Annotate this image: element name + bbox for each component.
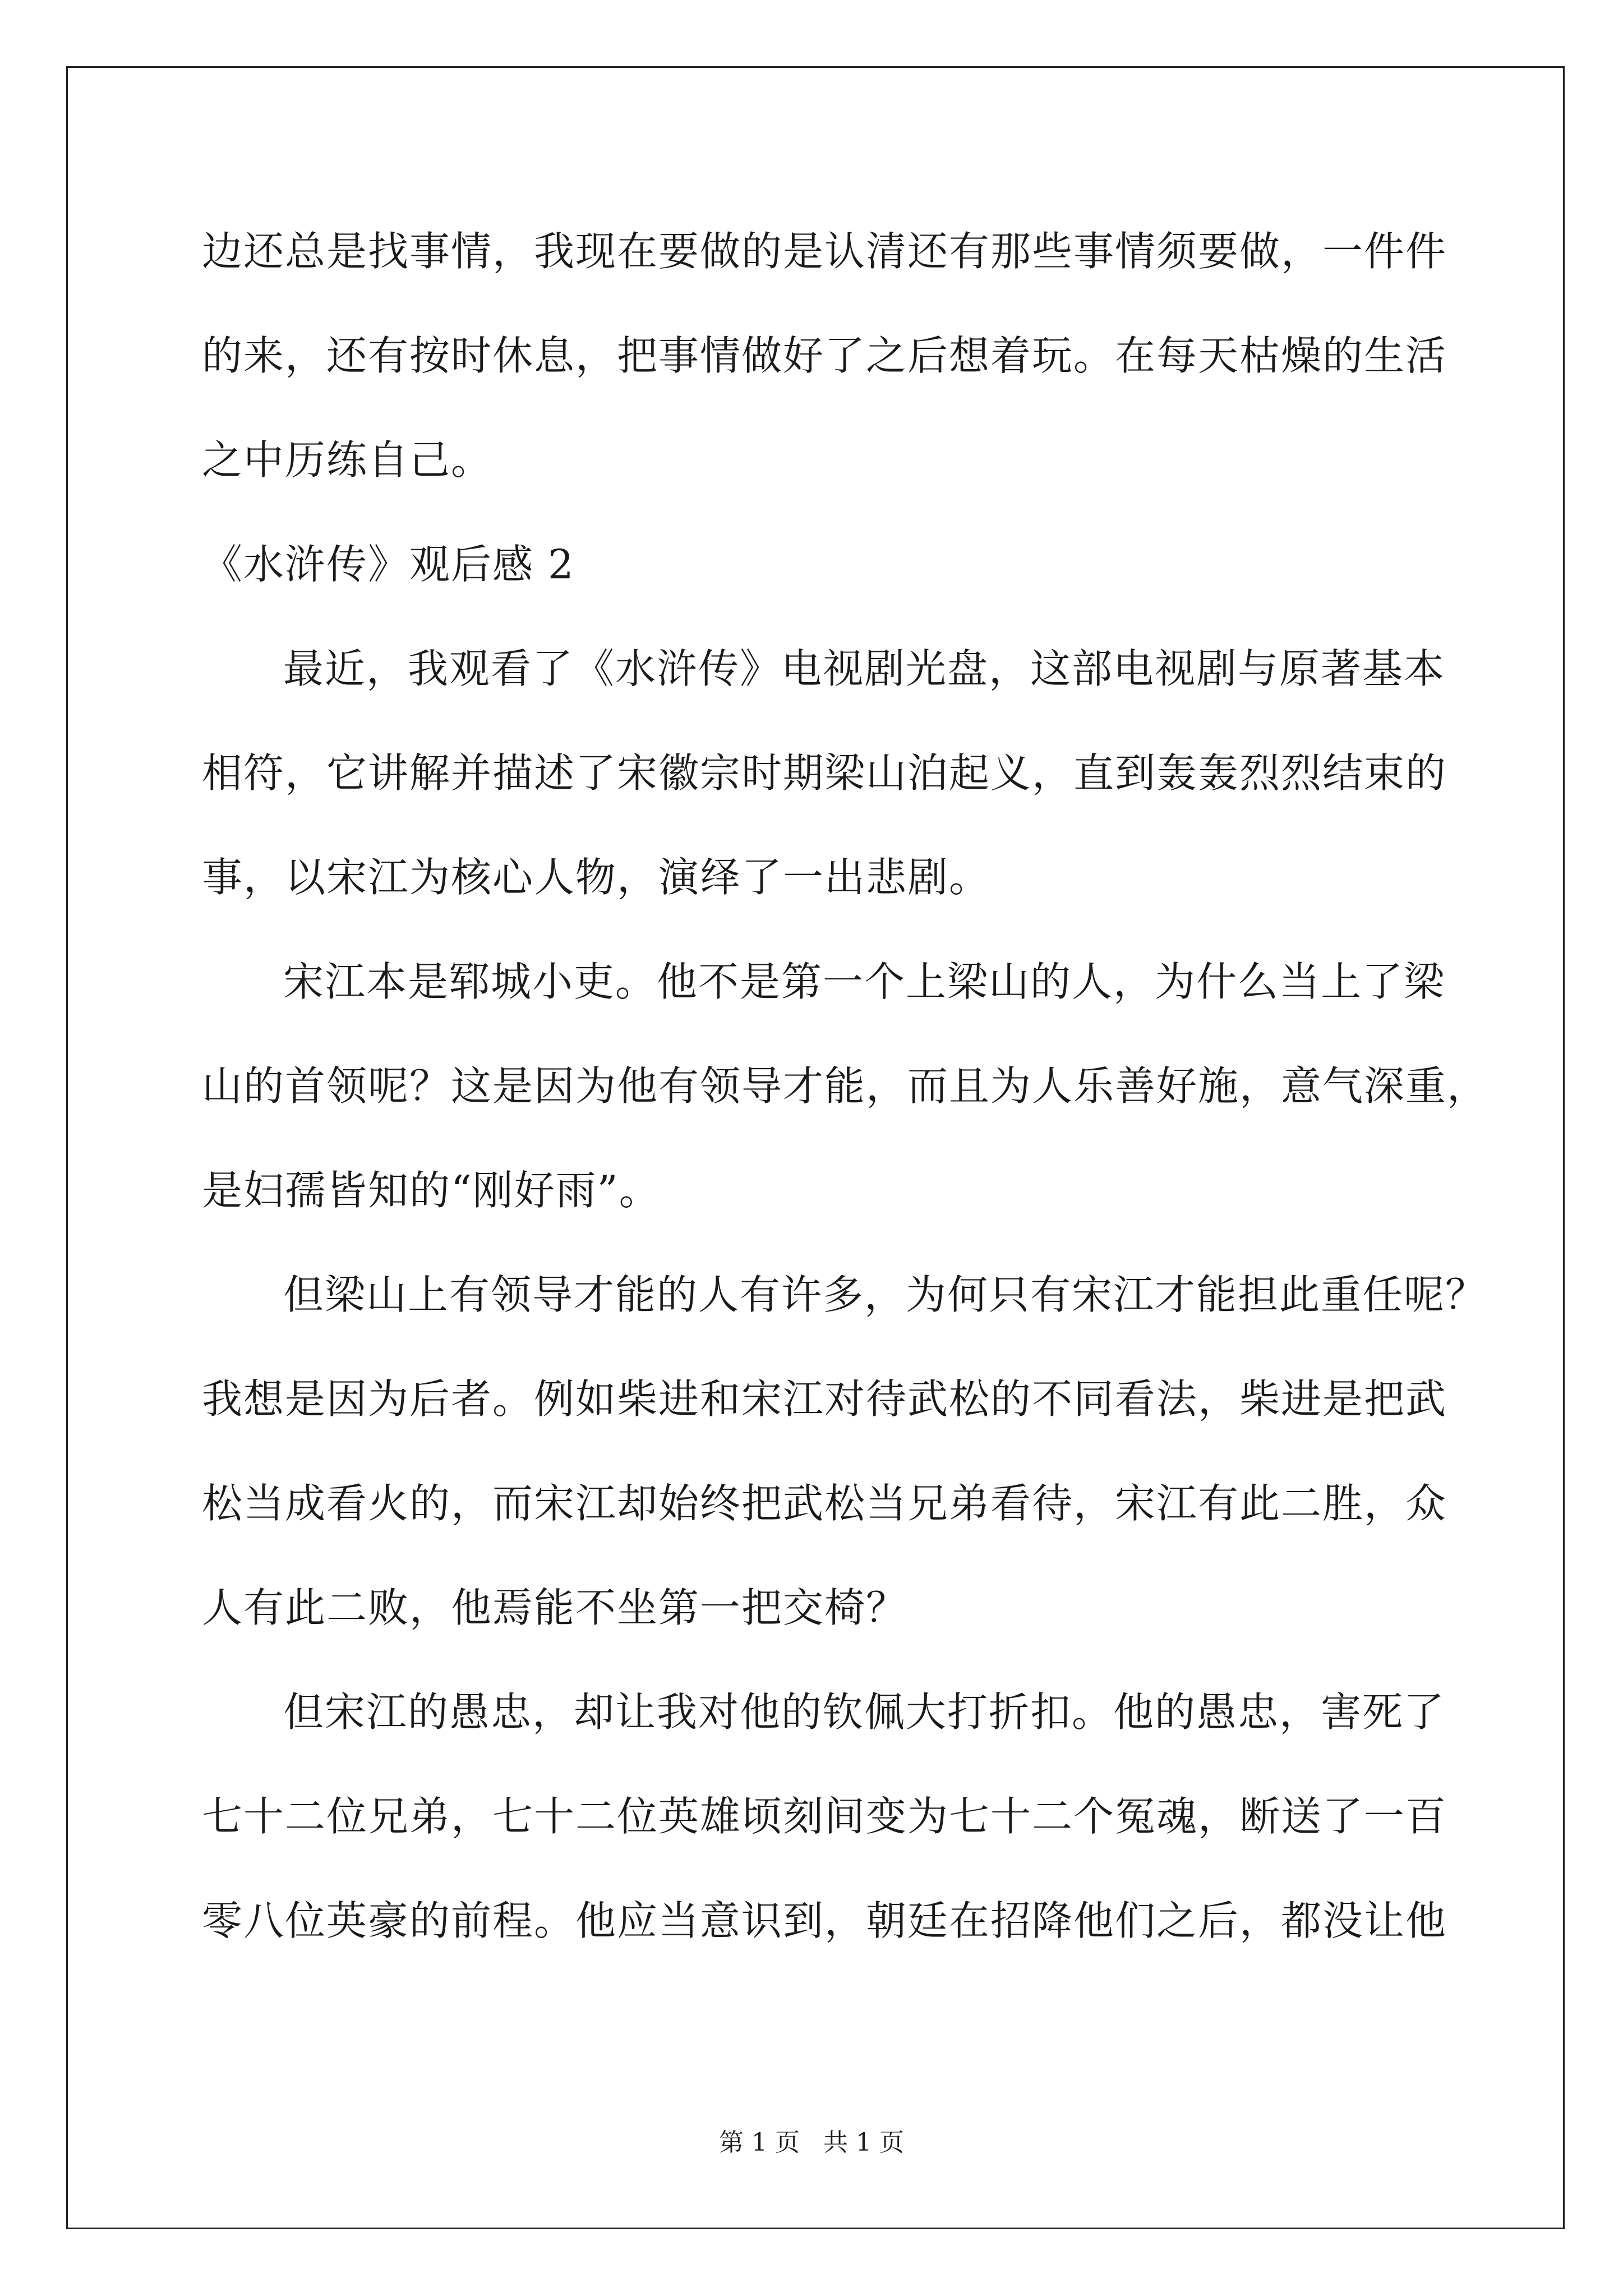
text-line: 相符，它讲解并描述了宋徽宗时期梁山泊起义，直到轰轰烈烈结束的 [202, 749, 1447, 797]
text-line: 最近，我观看了《水浒传》电视剧光盘，这部电视剧与原著基本 [283, 645, 1446, 692]
text-line: 松当成看火的，而宋江却始终把武松当兄弟看待，宋江有此二胜，众 [202, 1480, 1447, 1527]
text-line: 零八位英豪的前程。他应当意识到，朝廷在招降他们之后，都没让他 [202, 1897, 1447, 1944]
text-line: 边还总是找事情，我现在要做的是认清还有那些事情须要做，一件件 [202, 228, 1447, 275]
text-line: 人有此二败，他焉能不坐第一把交椅？ [202, 1584, 908, 1631]
text-line: 但梁山上有领导才能的人有许多，为何只有宋江才能担此重任呢？ [283, 1271, 1487, 1318]
text-line: 但宋江的愚忠，却让我对他的钦佩大打折扣。他的愚忠，害死了 [283, 1688, 1446, 1736]
text-line: 是妇孺皆知的“刚好雨”。 [202, 1167, 661, 1214]
text-line: 山的首领呢？这是因为他有领导才能，而且为人乐善好施，意气深重， [202, 1062, 1489, 1110]
text-line: 宋江本是郓城小吏。他不是第一个上梁山的人，为什么当上了梁 [283, 958, 1446, 1005]
page-number: 第 1 页 共 1 页 [719, 2128, 904, 2157]
text-line: 之中历练自己。 [202, 436, 493, 484]
text-line: 我想是因为后者。例如柴进和宋江对待武松的不同看法，柴进是把武 [202, 1375, 1447, 1423]
text-line: 七十二位兄弟，七十二位英雄顷刻间变为七十二个冤魂，断送了一百 [202, 1793, 1447, 1840]
text-line: 事，以宋江为核心人物，演绎了一出悲剧。 [202, 854, 991, 901]
section-heading: 《水浒传》观后感 2 [202, 541, 575, 588]
text-line: 的来，还有按时休息，把事情做好了之后想着玩。在每天枯燥的生活 [202, 332, 1447, 379]
